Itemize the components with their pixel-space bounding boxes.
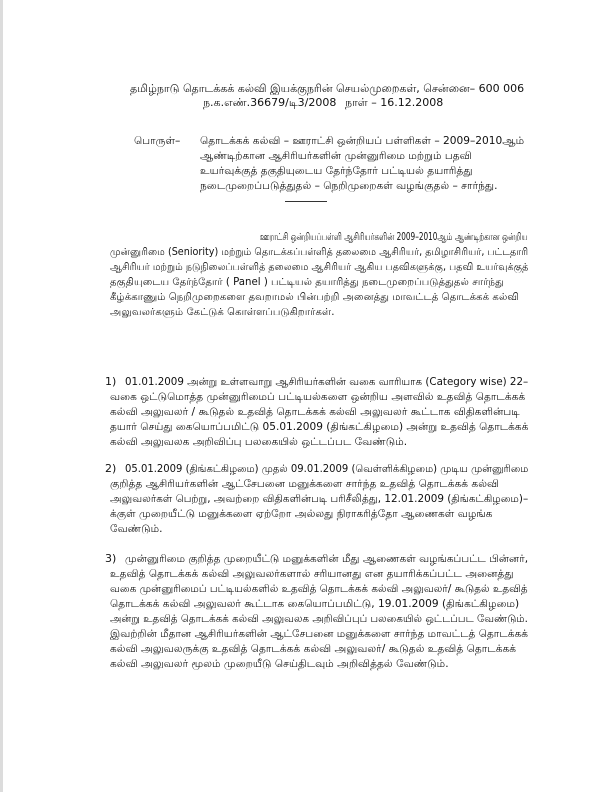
point-line: 05.01.2009 (திங்கட்கிழமை) முதல் 09.01.2009 (வெள்ளிக்கிழமை) முடிய முன்னுரிமை bbox=[125, 463, 529, 475]
subject-line: நடைமுறைப்படுத்துதல் – நெறிமுறைகள் வழங்குதல் – சார்ந்து. bbox=[200, 180, 498, 192]
subject-underline bbox=[285, 201, 327, 202]
point-line: வேண்டும். bbox=[110, 523, 163, 535]
point-line: க்குள் முறையீட்டு மனுக்களை ஏற்றோ அல்லது நிராகரித்தோ ஆணைகள் வழங்க bbox=[110, 508, 493, 520]
point-line: கல்வி அலுவலக அறிவிப்பு பலகையில் ஒட்டப்பட வேண்டும். bbox=[110, 436, 408, 448]
point-number: 2) bbox=[105, 462, 117, 475]
document-date: நாள் – 16.12.2008 bbox=[345, 96, 444, 109]
scan-edge-shadow bbox=[0, 0, 3, 792]
point-number: 1) bbox=[105, 375, 117, 388]
point-line: இவற்றின் மீதான ஆசிரியர்களின் ஆட்சேபனை மனுக்களை சார்ந்த மாவட்டத் தொடக்கக் bbox=[110, 628, 528, 640]
point-line: கல்வி அலுவலர் மூலம் முறையீடு செய்திடவும் அறிவித்தல் வேண்டும். bbox=[110, 658, 449, 670]
intro-line: முன்னுரிமை (Seniority) மற்றும் தொடக்கப்பள்ளித் தலைமை ஆசிரியர், தமிழாசிரியர், பட்டதாரி bbox=[110, 247, 529, 258]
point-line: தொடக்கக் கல்வி அலுவலர் கூட்டாக கையொப்பமிட்டு, 19.01.2009 (திங்கட்கிழமை) bbox=[110, 598, 520, 610]
reference-number: ந.க.எண்.36679/டி3/2008 bbox=[203, 96, 337, 109]
intro-line: கீழ்க்காணும் நெறிமுறைகளை தவறாமல் பின்பற்றி அனைத்து மாவட்டத் தொடக்கக் கல்வி bbox=[110, 292, 519, 303]
point-line: அலுவலர்கள் பெற்று, அவற்றை விதிகளின்படி பரிசீலித்து, 12.01.2009 (திங்கட்கிழமை)– bbox=[110, 493, 529, 505]
subject-line: உயர்வுக்குத் தகுதியுடைய தேர்ந்தோர் பட்டியல் தயாரித்து bbox=[200, 165, 473, 177]
intro-line: அலுவலர்களும் கேட்டுக் கொள்ளப்படுகிறார்கள். bbox=[110, 307, 335, 318]
point-line: வகை முன்னுரிமைப் பட்டியல்களில் உதவித் தொடக்கக் கல்வி அலுவலர்/ கூடுதல் உதவித் bbox=[110, 583, 528, 595]
office-header-line: தமிழ்நாடு தொடக்கக் கல்வி இயக்குநரின் செயல்முறைகள், சென்னை– 600 006 bbox=[130, 82, 525, 95]
point-line: அன்று உதவித் தொடக்கக் கல்வி அலுவலக அறிவிப்புப் பலகையில் ஒட்டப்பட வேண்டும். bbox=[110, 613, 528, 625]
point-line: குறித்த ஆசிரியர்களின் ஆட்சேபனை மனுக்களை சார்ந்த உதவித் தொடக்கக் கல்வி bbox=[110, 478, 500, 490]
intro-line: ஆசிரியர் மற்றும் நடுநிலைப்பள்ளித் தலைமை ஆசிரியர் ஆகிய பதவிகளுக்கு, பதவி உயர்வுக்குத் bbox=[110, 262, 529, 273]
subject-label: பொருள்– bbox=[134, 135, 181, 147]
point-line: தயார் செய்து கையொப்பமிட்டு 05.01.2009 (திங்கட்கிழமை) அன்று உதவித் தொடக்கக் bbox=[110, 421, 529, 433]
point-line: 01.01.2009 அன்று உள்ளவாறு ஆசிரியர்களின் வகை வாரியாக (Category wise) 22– bbox=[125, 376, 529, 388]
intro-line: ஊராட்சி ஒன்றியப்பள்ளி ஆசிரியர்களின் 2009–2010ஆம் ஆண்டிற்கான ஒன்றிய bbox=[260, 232, 528, 243]
intro-line: தகுதியுடைய தேர்ந்தோர் ( Panel ) பட்டியல் தயாரித்து நடைமுறைப்படுத்துதல் சார்ந்து bbox=[110, 277, 504, 288]
point-line: உதவித் தொடக்கக் கல்வி அலுவலர்களால் சரியானது என தயாரிக்கப்பட்ட அனைத்து bbox=[110, 568, 514, 580]
point-line: கல்வி அலுவலருக்கு உதவித் தொடக்கக் கல்வி அலுவலர்/ கூடுதல் உதவித் தொடக்கக் bbox=[110, 643, 517, 655]
subject-line: தொடக்கக் கல்வி – ஊராட்சி ஒன்றியப் பள்ளிகள் – 2009–2010ஆம் bbox=[200, 135, 525, 147]
point-line: கல்வி அலுவலர் / கூடுதல் உதவித் தொடக்கக் கல்வி அலுவலர் கூட்டாக விதிகளின்படி bbox=[110, 406, 520, 418]
point-number: 3) bbox=[105, 552, 117, 565]
subject-line: ஆண்டிற்கான ஆசிரியர்களின் முன்னுரிமை மற்றும் பதவி bbox=[200, 150, 472, 162]
point-line: முன்னுரிமை குறித்த முறையீட்டு மனுக்களின் மீது ஆணைகள் வழங்கப்பட்ட பின்னர், bbox=[125, 553, 529, 565]
point-line: வகை ஒட்டுமொத்த முன்னுரிமைப் பட்டியல்களை ஒன்றிய அளவில் உதவித் தொடக்கக் bbox=[110, 391, 526, 403]
